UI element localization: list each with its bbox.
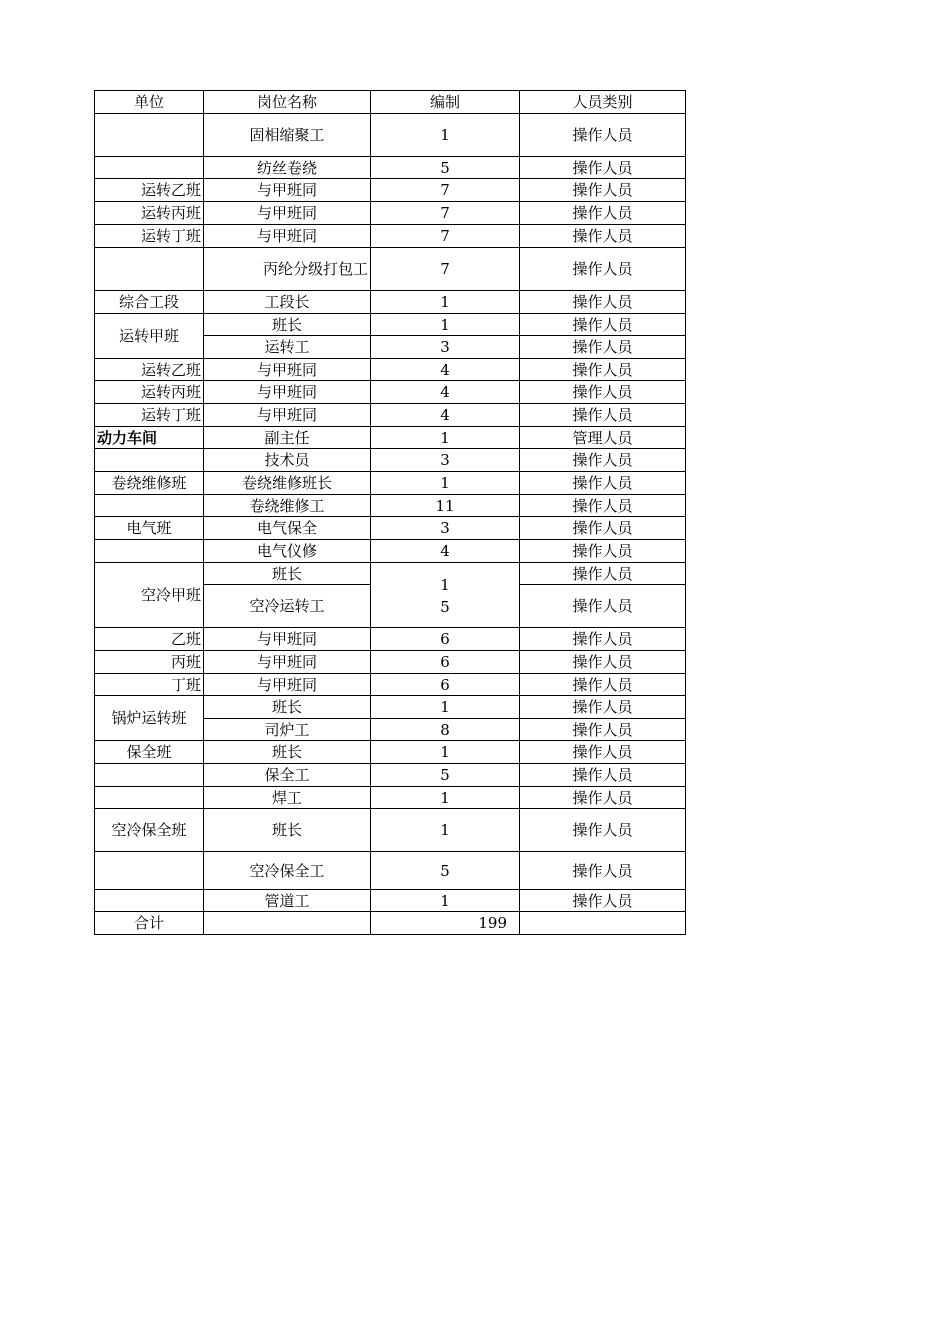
post-cell[interactable]: 工段长 <box>204 291 371 314</box>
category-cell[interactable]: 操作人员 <box>520 651 686 674</box>
unit-cell[interactable]: 丁班 <box>95 674 204 696</box>
post-cell[interactable]: 保全工 <box>204 764 371 787</box>
post-cell[interactable]: 与甲班同 <box>204 651 371 674</box>
post-cell[interactable]: 纺丝卷绕 <box>204 157 371 179</box>
post-cell[interactable]: 班长 <box>204 809 371 852</box>
quota-cell[interactable]: 1 <box>371 291 520 314</box>
table-row <box>95 359 686 381</box>
unit-cell[interactable]: 保全班 <box>95 741 204 764</box>
post-cell[interactable]: 司炉工 <box>204 719 371 741</box>
category-cell[interactable]: 操作人员 <box>520 404 686 427</box>
category-cell[interactable]: 操作人员 <box>520 336 686 359</box>
table-row <box>95 427 686 449</box>
post-cell[interactable]: 班长 <box>204 314 371 336</box>
unit-cell[interactable]: 空冷甲班 <box>95 563 204 628</box>
table-row <box>95 890 686 912</box>
post-cell[interactable]: 与甲班同 <box>204 628 371 651</box>
unit-cell[interactable] <box>95 890 204 912</box>
unit-cell[interactable] <box>95 157 204 179</box>
quota-cell[interactable]: 1 <box>371 787 520 809</box>
quota-value: 5 <box>440 597 450 616</box>
category-cell[interactable]: 操作人员 <box>520 495 686 517</box>
header-category[interactable]: 人员类别 <box>520 91 686 114</box>
quota-cell[interactable]: 6 <box>371 651 520 674</box>
post-cell[interactable]: 与甲班同 <box>204 404 371 427</box>
quota-cell[interactable]: 4 <box>371 404 520 427</box>
total-row <box>95 912 686 935</box>
quota-cell[interactable]: 1 <box>371 472 520 495</box>
post-cell[interactable]: 与甲班同 <box>204 225 371 248</box>
quota-cell[interactable]: 1 <box>371 696 520 719</box>
quota-cell[interactable]: 4 <box>371 359 520 381</box>
category-cell[interactable]: 操作人员 <box>520 381 686 404</box>
quota-cell[interactable]: 8 <box>371 719 520 741</box>
quota-cell[interactable]: 1 <box>371 741 520 764</box>
unit-cell[interactable]: 运转丙班 <box>95 202 204 225</box>
quota-cell[interactable]: 6 <box>371 628 520 651</box>
quota-cell[interactable]: 4 <box>371 540 520 563</box>
quota-cell[interactable]: 5 <box>371 157 520 179</box>
unit-cell[interactable]: 锅炉运转班 <box>95 696 204 741</box>
table-row <box>95 202 686 225</box>
quota-cell[interactable]: 1 <box>371 890 520 912</box>
quota-cell[interactable]: 7 <box>371 248 520 291</box>
category-cell[interactable]: 操作人员 <box>520 719 686 741</box>
unit-cell[interactable]: 电气班 <box>95 517 204 540</box>
post-cell[interactable]: 班长 <box>204 741 371 764</box>
post-cell[interactable]: 电气保全 <box>204 517 371 540</box>
unit-cell[interactable]: 运转丁班 <box>95 225 204 248</box>
quota-cell[interactable]: 1 <box>371 314 520 336</box>
post-cell[interactable]: 空冷运转工 <box>204 585 371 628</box>
table-row <box>95 114 686 157</box>
table-row <box>95 651 686 674</box>
category-cell[interactable]: 操作人员 <box>520 472 686 495</box>
table-row <box>95 852 686 890</box>
unit-cell[interactable] <box>95 248 204 291</box>
post-cell[interactable]: 技术员 <box>204 449 371 472</box>
category-cell[interactable]: 操作人员 <box>520 764 686 787</box>
category-cell[interactable]: 操作人员 <box>520 696 686 719</box>
quota-cell[interactable]: 3 <box>371 336 520 359</box>
quota-cell[interactable]: 1 <box>371 114 520 157</box>
post-cell[interactable]: 与甲班同 <box>204 202 371 225</box>
quota-cell[interactable]: 7 <box>371 202 520 225</box>
unit-cell[interactable]: 运转丙班 <box>95 381 204 404</box>
table-row <box>95 404 686 427</box>
post-cell[interactable]: 丙纶分级打包工 <box>204 248 371 291</box>
post-cell[interactable]: 与甲班同 <box>204 381 371 404</box>
unit-cell[interactable]: 丙班 <box>95 651 204 674</box>
category-cell[interactable]: 操作人员 <box>520 114 686 157</box>
category-cell[interactable]: 操作人员 <box>520 291 686 314</box>
unit-cell[interactable] <box>95 764 204 787</box>
post-cell[interactable]: 焊工 <box>204 787 371 809</box>
post-cell[interactable]: 运转工 <box>204 336 371 359</box>
unit-cell[interactable] <box>95 540 204 563</box>
post-cell[interactable]: 班长 <box>204 563 371 585</box>
category-cell[interactable]: 操作人员 <box>520 248 686 291</box>
unit-cell[interactable]: 动力车间 <box>95 427 204 449</box>
quota-cell[interactable]: 6 <box>371 674 520 696</box>
quota-cell[interactable]: 5 <box>371 764 520 787</box>
header-row <box>95 91 686 114</box>
post-cell[interactable]: 与甲班同 <box>204 179 371 202</box>
table-row <box>95 764 686 787</box>
unit-cell[interactable]: 综合工段 <box>95 291 204 314</box>
category-cell[interactable]: 操作人员 <box>520 741 686 764</box>
unit-cell[interactable] <box>95 114 204 157</box>
category-cell[interactable]: 操作人员 <box>520 890 686 912</box>
quota-cell[interactable] <box>371 563 520 628</box>
table-row <box>95 449 686 472</box>
category-cell[interactable]: 操作人员 <box>520 563 686 585</box>
category-cell[interactable]: 操作人员 <box>520 449 686 472</box>
category-cell[interactable]: 操作人员 <box>520 628 686 651</box>
quota-cell[interactable]: 4 <box>371 381 520 404</box>
table-row <box>95 809 686 852</box>
table-row <box>95 628 686 651</box>
category-cell[interactable]: 操作人员 <box>520 674 686 696</box>
category-cell[interactable]: 操作人员 <box>520 359 686 381</box>
category-cell[interactable]: 操作人员 <box>520 179 686 202</box>
category-cell[interactable]: 操作人员 <box>520 852 686 890</box>
header-quota[interactable]: 编制 <box>371 91 520 114</box>
quota-cell[interactable]: 11 <box>371 495 520 517</box>
category-cell[interactable]: 操作人员 <box>520 314 686 336</box>
unit-cell[interactable]: 运转丁班 <box>95 404 204 427</box>
table-row <box>95 674 686 696</box>
quota-cell[interactable]: 3 <box>371 517 520 540</box>
post-cell[interactable]: 班长 <box>204 696 371 719</box>
quota-cell[interactable]: 1 <box>371 427 520 449</box>
total-label[interactable]: 合计 <box>95 912 204 935</box>
category-cell[interactable]: 操作人员 <box>520 540 686 563</box>
unit-cell[interactable]: 卷绕维修班 <box>95 472 204 495</box>
unit-cell[interactable]: 运转甲班 <box>95 314 204 359</box>
post-cell[interactable]: 副主任 <box>204 427 371 449</box>
category-cell[interactable]: 管理人员 <box>520 427 686 449</box>
table-row <box>95 696 686 719</box>
unit-cell[interactable] <box>95 787 204 809</box>
table-row <box>95 787 686 809</box>
table-row <box>95 314 686 336</box>
category-cell[interactable]: 操作人员 <box>520 585 686 628</box>
staffing-table <box>94 90 686 935</box>
category-cell[interactable]: 操作人员 <box>520 787 686 809</box>
quota-cell[interactable]: 1 <box>371 809 520 852</box>
quota-cell[interactable]: 7 <box>371 225 520 248</box>
table-row <box>95 472 686 495</box>
table-row <box>95 248 686 291</box>
post-cell[interactable]: 与甲班同 <box>204 674 371 696</box>
post-cell[interactable]: 空冷保全工 <box>204 852 371 890</box>
header-unit[interactable]: 单位 <box>95 91 204 114</box>
category-cell[interactable]: 操作人员 <box>520 202 686 225</box>
table-row <box>95 157 686 179</box>
category-cell[interactable]: 操作人员 <box>520 225 686 248</box>
post-cell[interactable]: 卷绕维修班长 <box>204 472 371 495</box>
table-row <box>95 291 686 314</box>
quota-cell[interactable]: 7 <box>371 179 520 202</box>
unit-cell[interactable]: 运转乙班 <box>95 359 204 381</box>
post-cell[interactable]: 与甲班同 <box>204 359 371 381</box>
category-cell[interactable]: 操作人员 <box>520 809 686 852</box>
quota-cell[interactable]: 5 <box>371 852 520 890</box>
total-post-cell[interactable] <box>204 912 371 935</box>
header-post[interactable]: 岗位名称 <box>204 91 371 114</box>
unit-cell[interactable] <box>95 495 204 517</box>
quota-value: 1 <box>440 575 450 594</box>
table-row <box>95 741 686 764</box>
total-category-cell[interactable] <box>520 912 686 935</box>
category-cell[interactable]: 操作人员 <box>520 517 686 540</box>
unit-cell[interactable] <box>95 852 204 890</box>
table-row <box>95 540 686 563</box>
unit-cell[interactable] <box>95 449 204 472</box>
post-cell[interactable]: 管道工 <box>204 890 371 912</box>
table-row <box>95 517 686 540</box>
category-cell[interactable]: 操作人员 <box>520 157 686 179</box>
table-row <box>95 381 686 404</box>
unit-cell[interactable]: 空冷保全班 <box>95 809 204 852</box>
quota-cell[interactable]: 3 <box>371 449 520 472</box>
table-row <box>95 495 686 517</box>
unit-cell[interactable]: 乙班 <box>95 628 204 651</box>
table-row <box>95 225 686 248</box>
table-row <box>95 179 686 202</box>
post-cell[interactable]: 电气仪修 <box>204 540 371 563</box>
post-cell[interactable]: 固相缩聚工 <box>204 114 371 157</box>
unit-cell[interactable]: 运转乙班 <box>95 179 204 202</box>
total-value[interactable]: 199 <box>371 912 520 935</box>
post-cell[interactable]: 卷绕维修工 <box>204 495 371 517</box>
table-row <box>95 563 686 585</box>
